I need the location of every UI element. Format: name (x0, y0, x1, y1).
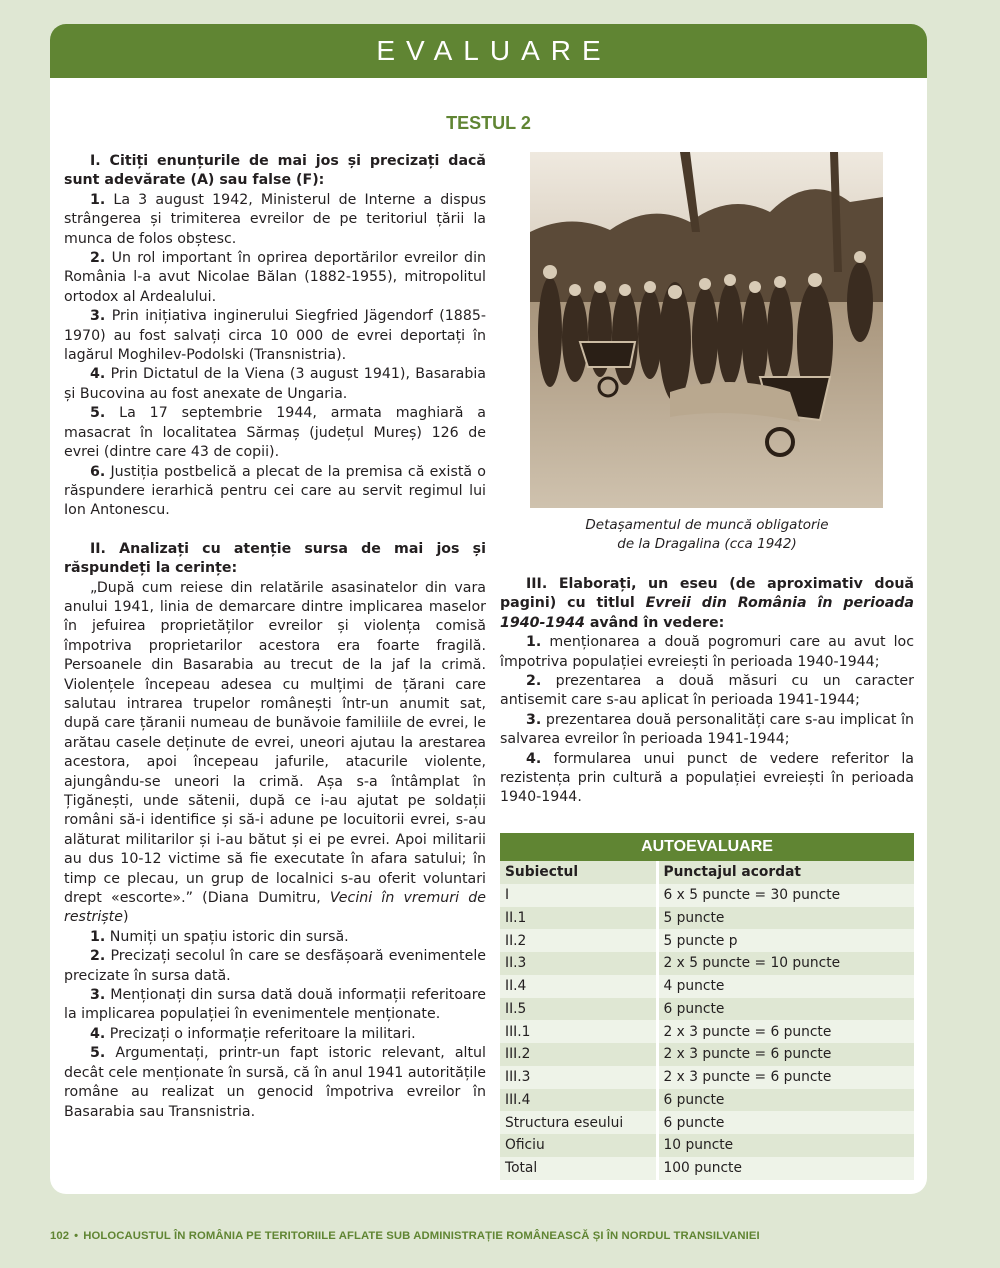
page-footer (50, 1230, 760, 1242)
section3-heading (500, 575, 914, 633)
section2-item (64, 928, 486, 947)
table-row (500, 1089, 914, 1112)
table-row (500, 929, 914, 952)
test-title: TESTUL 2 (446, 113, 531, 133)
item-number: 2. (90, 948, 106, 965)
subject-cell: III.4 (500, 1089, 657, 1112)
subject-cell: II.2 (500, 929, 657, 952)
section3-item (500, 711, 914, 750)
item-number: 4. (526, 750, 542, 767)
column-header: Punctajul acordat (657, 861, 914, 884)
subject-cell: III.3 (500, 1066, 657, 1089)
left-column (64, 152, 486, 1122)
subject-cell: III.1 (500, 1020, 657, 1043)
section3-essay (500, 575, 914, 808)
item-text: prezentarea două personalități care s-au implicat în salvarea evreilor în perioada 1941-1944; (500, 711, 915, 748)
score-cell: 10 puncte (657, 1134, 914, 1157)
running-title: HOLOCAUSTUL ÎN ROMÂNIA PE TERITORIILE AFLATE SUB ADMINISTRAȚIE ROMÂNEASCĂ ȘI ÎN NORDUL TRANSILVANIEI (83, 1230, 760, 1242)
column-header: Subiectul (500, 861, 657, 884)
table-title: AUTOEVALUARE (500, 833, 914, 861)
score-table (500, 861, 914, 1180)
item-text: Argumentați, printr-un fapt istoric relevant, altul decât cele menționate în sursă, că în anul 1941 autoritățile române au realizat un genocid împotriva evreilor în Basarabia sau Transnistria. (64, 1045, 486, 1120)
score-cell: 6 puncte (657, 998, 914, 1021)
section1-item (64, 249, 486, 307)
page-number: 102 (50, 1230, 70, 1242)
score-cell: 2 x 3 puncte = 6 puncte (657, 1066, 914, 1089)
table-row (500, 907, 914, 930)
item-text: Justiția postbelică a plecat de la premisa că există o răspundere ierarhică pentru cei care au servit regimul lui Ion Antonescu. (64, 463, 486, 519)
quote-close: ) (122, 909, 129, 926)
section1-item (64, 365, 486, 404)
table-row (500, 998, 914, 1021)
section3-item (500, 672, 914, 711)
spacer (64, 521, 486, 540)
table-header-row (500, 861, 914, 884)
section1-item (64, 191, 486, 249)
item-number: 1. (526, 634, 542, 651)
subject-cell: II.4 (500, 975, 657, 998)
item-text: prezentarea a două măsuri cu un caracter antisemit care s-au aplicat în perioada 1941-1944; (500, 673, 914, 709)
item-text: La 17 septembrie 1944, armata maghiară a masacrat în localitatea Sărmaș (județul Mureș) 126 de evrei (dintre care 43 de copii). (64, 405, 486, 461)
quote-text: „După cum reiese din relatările asasinatelor din vara anului 1941, linia de demarcare dintre implicarea maselor în jefuirea proprietăților evreilor și violența comisă împotriva proprietarilor acestora era foarte fragilă. Persoanele din Basarabia au trecut de la jaf la crimă. Violențele începeau adesea cu mulțimi de țărani care salutau intrarea trupelor românești într-un anumit sat, după care țăranii numeau de bunăvoie familiile de evrei, le arătau casele deținute de evrei, uneori ajutau la arestarea acestora, apoi începeau jafurile, atacurile violente, ajungându-se uneori la crimă. Așa s-a întâmplat în Țigănești, unde sătenii, după ce i-au ajutat pe soldații români să-i identifice și să-i adune pe locuitorii evrei, s-au alăturat militarilor și i-au bătut și ei pe evrei. Apoi militarii au dus 10-12 victime să fie executate în afara satului; în timp ce plecau, un grup de localnici s-au oferit voluntari drept «escorte».” (Diana Dumitru, (64, 579, 486, 907)
table-row (500, 1134, 914, 1157)
item-number: 4. (90, 366, 106, 383)
score-cell: 5 puncte (657, 907, 914, 930)
autoevaluare-table (500, 833, 914, 1180)
score-cell: 100 puncte (657, 1157, 914, 1180)
section1-item (64, 404, 486, 462)
subject-cell: II.5 (500, 998, 657, 1021)
heading-text: având în vedere: (584, 614, 725, 631)
section1-item (64, 307, 486, 365)
page-title: EVALUARE (376, 35, 612, 66)
item-text: Precizați secolul în care se desfășoară evenimentele precizate în sursa dată. (64, 948, 486, 984)
item-text: menționarea a două pogromuri care au avut loc împotriva populației evreiești în perioada 1940-1944; (500, 634, 914, 670)
section2-item (64, 947, 486, 986)
score-cell: 2 x 5 puncte = 10 puncte (657, 952, 914, 975)
item-number: 1. (90, 191, 106, 208)
item-number: 3. (526, 711, 542, 728)
subject-cell: II.3 (500, 952, 657, 975)
source-quote (64, 579, 486, 928)
heading-text: III. Elaborați, un eseu (de aproximativ două pagini) cu titlul (500, 576, 914, 612)
score-cell: 4 puncte (657, 975, 914, 998)
table-row (500, 1157, 914, 1180)
subject-cell: Total (500, 1157, 657, 1180)
item-text: Prin Dictatul de la Viena (3 august 1941), Basarabia și Bucovina au fost anexate de Ungaria. (64, 366, 486, 402)
score-cell: 6 puncte (657, 1111, 914, 1134)
table-row (500, 1043, 914, 1066)
score-cell: 6 x 5 puncte = 30 puncte (657, 884, 914, 907)
item-number: 3. (90, 987, 106, 1004)
section1-heading: I. Citiți enunțurile de mai jos și precizați dacă sunt adevărate (A) sau false (F): (64, 153, 486, 189)
subject-cell: I (500, 884, 657, 907)
score-cell: 2 x 3 puncte = 6 puncte (657, 1020, 914, 1043)
item-text: Prin inițiativa inginerului Siegfried Jägendorf (1885-1970) au fost salvați circa 10 000 de evrei deportați în lagărul Moghilev-Podolski (Transnistria). (64, 308, 486, 364)
essay-title: Evreii din România în perioada 1940-1944 (500, 595, 915, 631)
section3-item (500, 750, 914, 808)
section3-item (500, 633, 914, 672)
section1-item (64, 463, 486, 521)
table-row (500, 884, 914, 907)
item-text: formularea unui punct de vedere referitor la rezistența prin cultură a populației evreiești în perioada 1940-1944. (500, 750, 914, 806)
table-row (500, 1066, 914, 1089)
item-number: 4. (90, 1025, 106, 1042)
table-row (500, 952, 914, 975)
item-number: 2. (526, 673, 542, 690)
score-cell: 2 x 3 puncte = 6 puncte (657, 1043, 914, 1066)
evaluation-card (50, 24, 927, 1194)
score-cell: 6 puncte (657, 1089, 914, 1112)
table-row (500, 975, 914, 998)
item-number: 5. (90, 1045, 106, 1062)
bullet-separator: • (74, 1230, 79, 1242)
section2-item (64, 1044, 486, 1122)
labor-detachment-photo-icon (530, 152, 883, 508)
item-text: Un rol important în oprirea deportărilor evreilor din România l-a avut Nicolae Bălan (1882-1955), mitropolitul ortodox al Ardealului. (64, 250, 486, 305)
subject-cell: III.2 (500, 1043, 657, 1066)
table-row (500, 1020, 914, 1043)
item-number: 6. (90, 463, 106, 480)
subject-cell: Structura eseului (500, 1111, 657, 1134)
item-number: 3. (90, 308, 106, 325)
item-number: 5. (90, 405, 106, 422)
subject-cell: Oficiu (500, 1134, 657, 1157)
caption-line: Detașamentul de muncă obligatorie (585, 517, 829, 533)
item-text: La 3 august 1942, Ministerul de Interne a dispus strângerea și trimiterea evreilor de pe teritoriul țării la munca de folos obștesc. (64, 191, 486, 247)
caption-line: de la Dragalina (cca 1942) (617, 536, 797, 552)
section2-item (64, 986, 486, 1025)
section2-heading: II. Analizați cu atenție sursa de mai jos și răspundeți la cerințe: (64, 540, 486, 577)
section2-item (64, 1025, 486, 1044)
item-text: Precizați o informație referitoare la militari. (109, 1025, 416, 1042)
item-text: Menționați din sursa dată două informații referitoare la implicarea populației în evenimentele menționate. (64, 987, 486, 1023)
item-number: 2. (90, 250, 106, 267)
score-cell: 5 puncte p (657, 929, 914, 952)
table-row (500, 1111, 914, 1134)
item-text: Numiți un spațiu istoric din sursă. (109, 928, 349, 945)
item-number: 1. (90, 928, 106, 945)
title-banner (50, 24, 927, 78)
historical-photo (530, 152, 883, 508)
source-book-title: Vecini în vremuri de restriște (64, 890, 486, 926)
subject-cell: II.1 (500, 907, 657, 930)
photo-caption (500, 516, 914, 554)
